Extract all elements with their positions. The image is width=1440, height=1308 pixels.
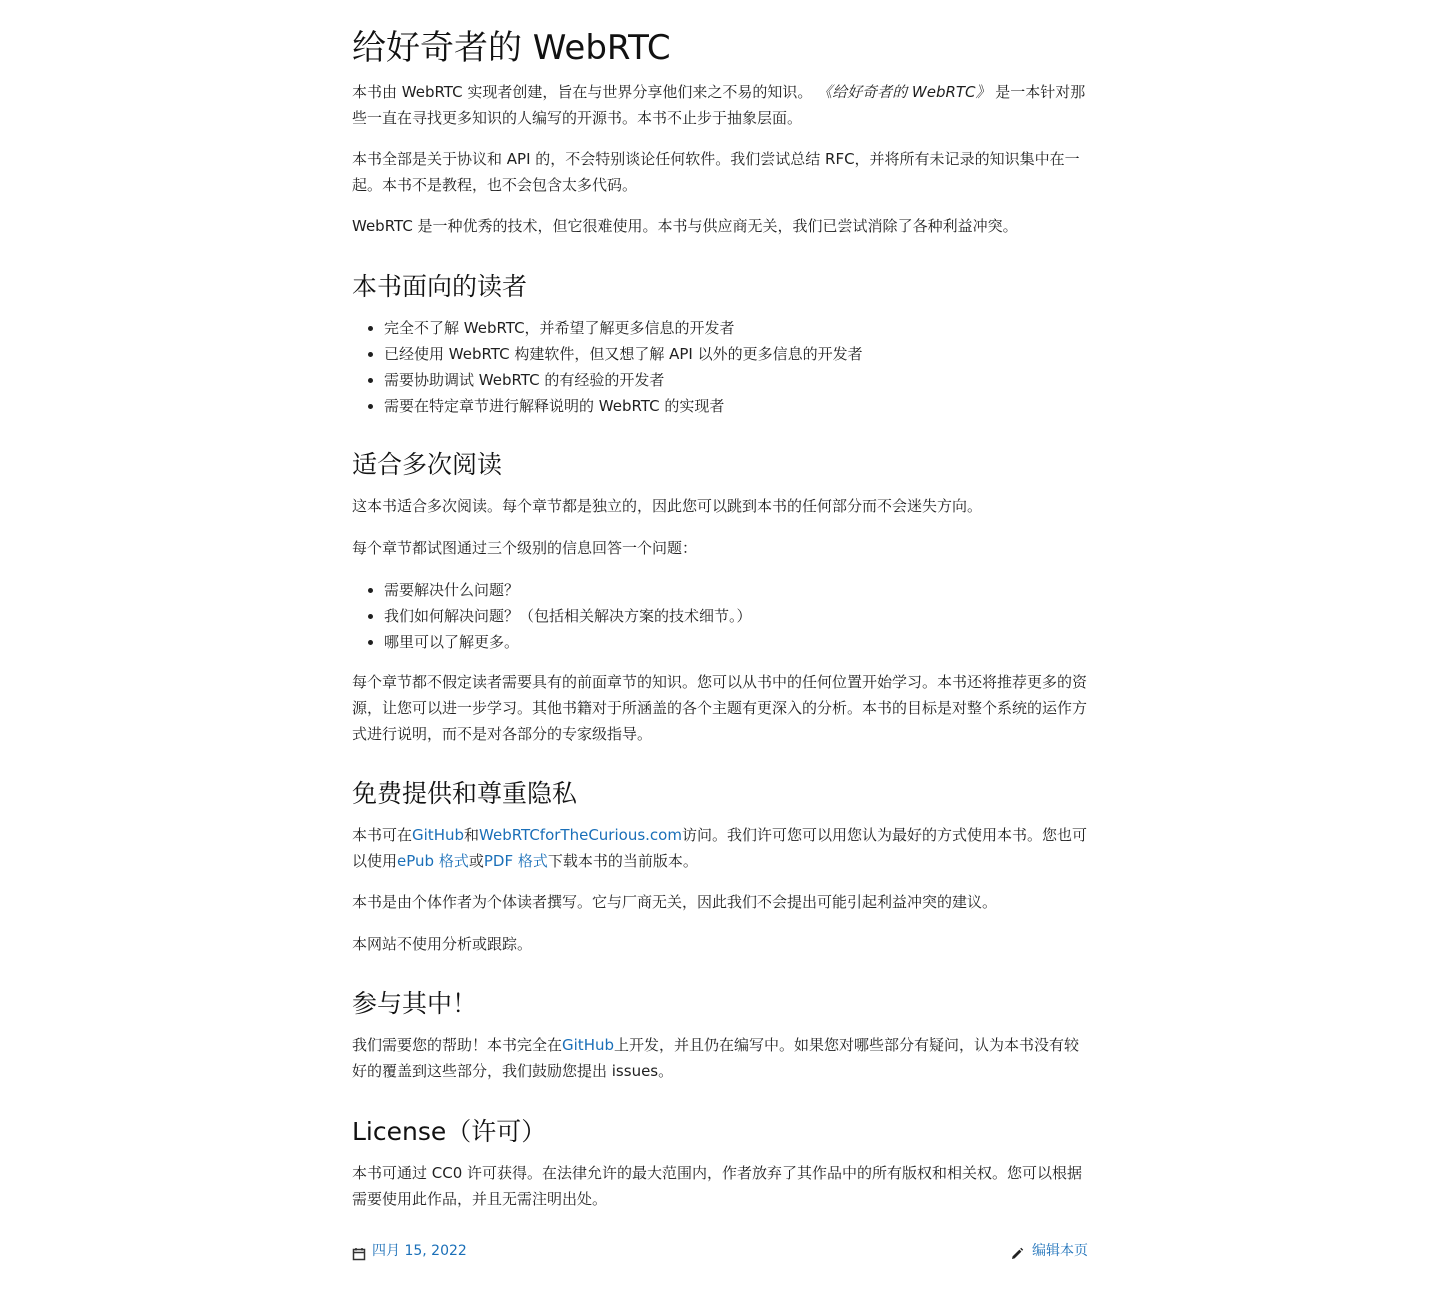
- book-title-emphasis: 《给好奇者的 WebRTC》: [817, 83, 991, 101]
- website-link[interactable]: WebRTCforTheCurious.com: [479, 826, 682, 844]
- free-text-b: 和: [464, 826, 480, 844]
- list-item: • 我们如何解决问题？（包括相关解决方案的技术细节。）: [384, 603, 1088, 629]
- contribute-text-a: 我们需要您的帮助！本书完全在: [352, 1036, 563, 1054]
- edit-page[interactable]: [1010, 1238, 1088, 1264]
- list-item: • 完全不了解 WebRTC，并希望了解更多信息的开发者: [384, 315, 1088, 341]
- last-modified-date[interactable]: 四月 15, 2022: [372, 1243, 467, 1259]
- free-text-c: 访问。我们许可您可以用您认为最好的方式使用本书。您也可以使用: [352, 826, 1087, 870]
- list-item: • 需要协助调试 WebRTC 的有经验的开发者: [384, 367, 1088, 393]
- list-item: • 需要解决什么问题？: [384, 577, 1088, 603]
- contribute-heading: 参与其中！: [352, 989, 478, 1018]
- pdf-link[interactable]: PDF 格式: [483, 852, 548, 870]
- intro-paragraph-3: WebRTC 是一种优秀的技术，但它很难使用。本书与供应商无关，我们已尝试消除了各种利益冲突。: [352, 217, 1018, 235]
- epub-link[interactable]: ePub 格式: [397, 852, 469, 870]
- free-text-d: 或: [468, 852, 484, 870]
- intro-text-a: 本书由 WebRTC 实现者创建，旨在与世界分享他们来之不易的知识。: [352, 83, 818, 101]
- calendar-icon: [352, 1244, 366, 1258]
- multiread-paragraph-1: 这本书适合多次阅读。每个章节都是独立的，因此您可以跳到本书的任何部分而不会迷失方向。: [352, 497, 983, 515]
- audience-list: [352, 315, 1088, 419]
- edit-page-link[interactable]: 编辑本页: [1032, 1243, 1088, 1259]
- multiread-heading: 适合多次阅读: [352, 450, 503, 479]
- last-modified: [352, 1238, 467, 1264]
- contribute-text-b: 上开发，并且仍在编写中。如果您对哪些部分有疑问，认为本书没有较好的覆盖到这些部分，我们鼓励您提出 issues。: [352, 1036, 1080, 1080]
- free-heading: 免费提供和尊重隐私: [352, 779, 578, 808]
- free-paragraph-2: 本书是由个体作者为个体读者撰写。它与厂商无关，因此我们不会提出可能引起利益冲突的建议。: [352, 893, 998, 911]
- page-footer: [352, 1238, 1088, 1264]
- multiread-list: [352, 577, 1088, 655]
- free-paragraph-3: 本网站不使用分析或跟踪。: [352, 935, 533, 953]
- contribute-paragraph: [352, 1032, 1088, 1084]
- list-item: • 需要在特定章节进行解释说明的 WebRTC 的实现者: [384, 393, 1088, 419]
- license-heading: License（许可）: [352, 1117, 547, 1146]
- license-paragraph: 本书可通过 CC0 许可获得。在法律允许的最大范围内，作者放弃了其作品中的所有版权和相关权。您可以根据需要使用此作品，并且无需注明出处。: [352, 1164, 1083, 1208]
- free-text-a: 本书可在: [352, 826, 413, 844]
- list-item: • 已经使用 WebRTC 构建软件，但又想了解 API 以外的更多信息的开发者: [384, 341, 1088, 367]
- audience-heading: 本书面向的读者: [352, 272, 528, 301]
- intro-paragraph-1: [352, 79, 1088, 131]
- intro-text-b: 是一本针对那些一直在寻找更多知识的人编写的开源书。本书不止步于抽象层面。: [352, 83, 1086, 127]
- free-text-e: 下载本书的当前版本。: [547, 852, 698, 870]
- intro-paragraph-2: 本书全部是关于协议和 API 的，不会特别谈论任何软件。我们尝试总结 RFC，并将所有未记录的知识集中在一起。本书不是教程，也不会包含太多代码。: [352, 150, 1080, 194]
- pencil-icon: [1010, 1244, 1024, 1258]
- multiread-paragraph-2: 每个章节都试图通过三个级别的信息回答一个问题：: [352, 539, 698, 557]
- list-item: • 哪里可以了解更多。: [384, 629, 1088, 655]
- github-link[interactable]: GitHub: [562, 1036, 614, 1054]
- page-title: 给好奇者的 WebRTC: [352, 28, 671, 68]
- free-paragraph-1: [352, 822, 1088, 874]
- github-link[interactable]: GitHub: [412, 826, 464, 844]
- multiread-paragraph-3: 每个章节都不假定读者需要具有的前面章节的知识。您可以从书中的任何位置开始学习。本书还将推荐更多的资源，让您可以进一步学习。其他书籍对于所涵盖的各个主题有更深入的分析。本书的目标是对整个系统的运作方式进行说明，而不是对各部分的专家级指导。: [352, 673, 1088, 743]
